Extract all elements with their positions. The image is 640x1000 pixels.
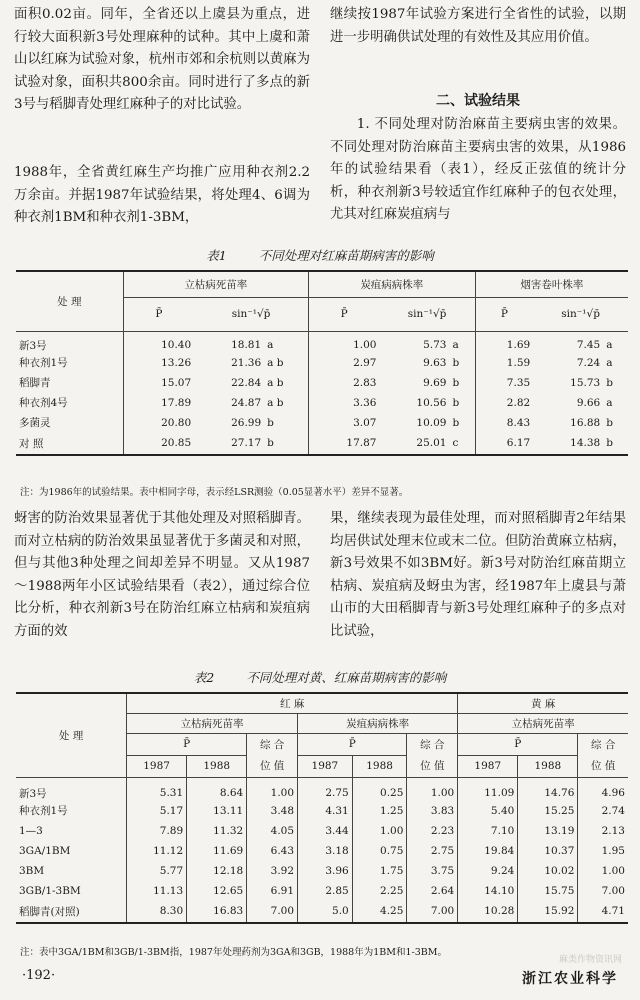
table1-treatment-header: 处 理 bbox=[16, 271, 123, 331]
table2-cell: 15.92 bbox=[518, 901, 578, 923]
table1-cell: 9.66 bbox=[576, 396, 601, 409]
table1-cell: 10.56 bbox=[416, 396, 447, 409]
table-row bbox=[16, 353, 628, 373]
table-row bbox=[16, 841, 628, 861]
table2-cell: 6.91 bbox=[247, 881, 298, 901]
table1-cell: 9.63 bbox=[423, 356, 447, 369]
table2-cell: 15.25 bbox=[518, 801, 578, 821]
table1-cell: 2.83 bbox=[308, 373, 379, 393]
table1-cell: 6.17 bbox=[475, 433, 533, 455]
paragraph-left-1: 面积0.02亩。同年，全省还以上虞县为重点，进行较大面积新3号处理麻种的试种。其中上虞和萧山以红麻为试验对象，杭州市郊和余杭则以黄麻为试验对象，面积共800余亩。同时进行了多点的新3号与稻脚青处理红麻种子的对比试验。 bbox=[14, 7, 310, 112]
table2-cell: 1—3 bbox=[19, 824, 43, 837]
table-row bbox=[16, 433, 628, 455]
table1-cell: 种衣剂4号 bbox=[19, 397, 68, 409]
table2-sub-header: 综 合 bbox=[578, 733, 628, 755]
table2-cell: 种衣剂1号 bbox=[19, 805, 68, 817]
table-row bbox=[16, 777, 628, 801]
table1-cell: 21.36 bbox=[231, 356, 262, 369]
table-row bbox=[16, 821, 628, 841]
table1 bbox=[16, 270, 628, 456]
table1-cell: 15.07 bbox=[123, 373, 194, 393]
table1-group-header: 炭疽病病株率 bbox=[308, 271, 475, 297]
table1-cell: a bbox=[606, 356, 613, 369]
table1-cell: a bbox=[452, 339, 459, 351]
table1-sub-header: P̄ bbox=[308, 297, 379, 331]
table1-cell: 多菌灵 bbox=[19, 417, 51, 429]
table2-cell: 11.12 bbox=[127, 841, 187, 861]
table1-cell: 对 照 bbox=[19, 437, 44, 450]
table-row bbox=[16, 331, 628, 353]
table2-cell: 1.00 bbox=[578, 861, 628, 881]
table2-cell: 15.75 bbox=[518, 881, 578, 901]
table2-sub-header: 综 合 bbox=[247, 733, 298, 755]
table2-cell: 12.65 bbox=[187, 881, 247, 901]
table1-cell: 10.09 bbox=[416, 416, 447, 429]
table2-sub-header: P̄ bbox=[298, 733, 407, 755]
table2-cell: 2.64 bbox=[407, 881, 458, 901]
table2-year-header: 1988 bbox=[352, 755, 407, 777]
table2-cell: 3.44 bbox=[298, 821, 353, 841]
table2-cell: 2.25 bbox=[352, 881, 407, 901]
table2-year-header: 1987 bbox=[298, 755, 353, 777]
table2-caption bbox=[0, 668, 640, 686]
table1-cell: a b bbox=[267, 396, 284, 409]
table1-cell: b bbox=[452, 396, 460, 409]
table1-cell: 27.17 bbox=[231, 437, 262, 449]
table2-cell: 7.00 bbox=[578, 881, 628, 901]
table2-cell: 5.40 bbox=[458, 801, 518, 821]
paragraph-right-2: 1. 不同处理对防治麻苗主要病虫害的效果。不同处理对防治麻苗主要病虫害的效果，从1986年的试验结果看（表1），经反正弦值的统计分析，种衣剂新3号较适宜作红麻种子的包衣处理，尤其对红麻炭疽病与 bbox=[330, 117, 626, 222]
table1-group-header: 立枯病死苗率 bbox=[123, 271, 308, 297]
table1-cell: c bbox=[452, 437, 459, 449]
table2-cell: 5.77 bbox=[127, 861, 187, 881]
table2-year-header: 1987 bbox=[458, 755, 518, 777]
table1-cell: 种衣剂1号 bbox=[19, 357, 68, 369]
table1-cell: 17.87 bbox=[308, 433, 379, 455]
table2-cell: 稻脚青(对照) bbox=[19, 905, 80, 918]
table1-cell: 22.84 bbox=[231, 376, 262, 389]
table2-title: 不同处理对黄、红麻苗期病害的影响 bbox=[246, 670, 447, 685]
table2-cell: 7.00 bbox=[407, 901, 458, 923]
table1-cell: 2.97 bbox=[308, 353, 379, 373]
paragraph-right-1: 继续按1987年试验方案进行全省性的试验，以期进一步明确供试处理的有效性及其应用价值。 bbox=[330, 7, 626, 45]
table2-cell: 3.48 bbox=[247, 801, 298, 821]
watermark: 麻类作物资讯网 bbox=[558, 955, 622, 965]
table2-cell: 1.75 bbox=[352, 861, 407, 881]
table1-cell: 1.59 bbox=[475, 353, 533, 373]
table1-cell: 17.89 bbox=[123, 393, 194, 413]
table2-treatment-header: 处 理 bbox=[16, 693, 127, 777]
table2-cell: 10.28 bbox=[458, 901, 518, 923]
table1-cell: 24.87 bbox=[231, 396, 262, 409]
table2-sub-header: 位 值 bbox=[247, 755, 298, 777]
table1-cell: 20.80 bbox=[123, 413, 194, 433]
table1-sub-header: sin⁻¹√p̄ bbox=[379, 297, 475, 331]
table2-group-header: 立枯病死苗率 bbox=[458, 713, 628, 733]
table2-year-header: 1988 bbox=[187, 755, 247, 777]
table1-cell: b bbox=[452, 376, 460, 389]
table1-sub-header: P̄ bbox=[475, 297, 533, 331]
table1-cell: 7.35 bbox=[475, 373, 533, 393]
table2-cell: 9.24 bbox=[458, 861, 518, 881]
table2-cell: 2.85 bbox=[298, 881, 353, 901]
table-row bbox=[16, 881, 628, 901]
table1-cell: 1.00 bbox=[308, 331, 379, 353]
table2-cell: 新3号 bbox=[19, 787, 47, 800]
table-row bbox=[16, 413, 628, 433]
table2-cell: 2.74 bbox=[578, 801, 628, 821]
table1-group-header: 烟害卷叶株率 bbox=[475, 271, 628, 297]
table2-cell: 4.05 bbox=[247, 821, 298, 841]
table2-year-header: 1988 bbox=[518, 755, 578, 777]
table1-sub-header: sin⁻¹√p̄ bbox=[194, 297, 308, 331]
table2-cell: 13.19 bbox=[518, 821, 578, 841]
table1-cell: 7.45 bbox=[576, 339, 601, 351]
table2-cell: 0.75 bbox=[352, 841, 407, 861]
table1-label: 表1 bbox=[206, 248, 227, 263]
table2-group-header: 立枯病死苗率 bbox=[127, 713, 298, 733]
table2-cell: 8.64 bbox=[187, 777, 247, 801]
table1-cell: b bbox=[452, 416, 460, 429]
table1-cell: 16.88 bbox=[570, 416, 601, 429]
section-heading: 二、试验结果 bbox=[436, 93, 520, 109]
table-row bbox=[16, 393, 628, 413]
table1-cell: 8.43 bbox=[475, 413, 533, 433]
table1-sub-header: sin⁻¹√p̄ bbox=[533, 297, 628, 331]
paragraph-left-2: 1988年，全省黄红麻生产均推广应用种衣剂2.2万余亩。并据1987年试验结果，将处理4、6调为种衣剂1BM和种衣剂1-3BM， bbox=[14, 165, 310, 225]
table-row bbox=[16, 861, 628, 881]
table2-cell: 4.71 bbox=[578, 901, 628, 923]
table-row bbox=[16, 373, 628, 393]
table2-cell: 4.96 bbox=[578, 777, 628, 801]
table2-cell: 1.25 bbox=[352, 801, 407, 821]
table1-caption bbox=[0, 246, 640, 264]
table1-cell: 9.69 bbox=[423, 376, 447, 389]
table2-cell: 3.96 bbox=[298, 861, 353, 881]
table1-cell: b bbox=[267, 416, 274, 429]
table2-cell: 0.25 bbox=[352, 777, 407, 801]
table2-cell: 5.0 bbox=[298, 901, 353, 923]
table1-cell: 3.36 bbox=[308, 393, 379, 413]
table2-group-header: 炭疽病病株率 bbox=[298, 713, 458, 733]
table1-cell: b bbox=[452, 356, 460, 369]
table2-sub-header: 综 合 bbox=[407, 733, 458, 755]
table1-cell: 10.40 bbox=[123, 331, 194, 353]
table1-cell: 1.69 bbox=[475, 331, 533, 353]
table2-cell: 13.11 bbox=[187, 801, 247, 821]
table2-cell: 7.89 bbox=[127, 821, 187, 841]
table2-cell: 2.13 bbox=[578, 821, 628, 841]
table2-label: 表2 bbox=[193, 670, 215, 685]
table2-sub-header: P̄ bbox=[127, 733, 247, 755]
table2-note: 注：表中3GA/1BM和3GB/1-3BM指，1987年处理药剂为3GA和3GB，1988年为1BM和1-3BM。 bbox=[20, 947, 447, 958]
table2-cell: 3.83 bbox=[407, 801, 458, 821]
table2-cell: 4.31 bbox=[298, 801, 353, 821]
table2-cell: 19.84 bbox=[458, 841, 518, 861]
paragraph-left-3: 蚜害的防治效果显著优于其他处理及对照稻脚青。而对立枯病的防治效果虽显著优于多菌灵和对照，但与其他3种处理之间却差异不明显。又从1987～1988两年小区试验结果看（表2），通过综合位比分析，种衣剂新3号在防治红麻立枯病和炭疽病方面的效 bbox=[14, 511, 310, 639]
table2-cell: 2.75 bbox=[298, 777, 353, 801]
table2-year-header: 1987 bbox=[127, 755, 187, 777]
table2-cell: 1.95 bbox=[578, 841, 628, 861]
table2-cell: 12.18 bbox=[187, 861, 247, 881]
table2-cell: 3BM bbox=[19, 864, 45, 877]
table2-cell: 11.69 bbox=[187, 841, 247, 861]
table1-cell: 18.81 bbox=[231, 339, 262, 351]
table2-cell: 1.00 bbox=[352, 821, 407, 841]
table2-cell: 3GB/1-3BM bbox=[19, 884, 81, 897]
table1-cell: a b bbox=[267, 356, 284, 369]
table1-title: 不同处理对红麻苗期病害的影响 bbox=[258, 248, 434, 263]
table1-cell: 25.01 bbox=[416, 437, 447, 449]
table1-cell: b bbox=[606, 437, 613, 449]
table2-cell: 8.30 bbox=[127, 901, 187, 923]
table1-cell: b bbox=[606, 416, 613, 429]
table1-cell: 13.26 bbox=[123, 353, 194, 373]
table1-cell: 新3号 bbox=[19, 339, 47, 352]
table-row bbox=[16, 901, 628, 923]
paragraph-right-3: 果，继续表现为最佳处理，而对照稻脚青2年结果均居供试处理末位或末二位。但防治黄麻立枯病，新3号效果不如3BM好。新3号对防治红麻苗期立枯病、炭疽病及蚜虫为害，经1987年上虞县与萧山市的大田稻脚青与新3号处理红麻种子的多点对比试验， bbox=[330, 511, 626, 639]
table1-cell: 7.24 bbox=[576, 356, 601, 369]
table2-cell: 7.10 bbox=[458, 821, 518, 841]
table1-cell: b bbox=[267, 437, 274, 449]
table2-cell: 3.75 bbox=[407, 861, 458, 881]
table1-cell: 2.82 bbox=[475, 393, 533, 413]
table2-cell: 11.13 bbox=[127, 881, 187, 901]
table2-cell: 2.23 bbox=[407, 821, 458, 841]
table1-cell: 26.99 bbox=[231, 416, 262, 429]
table2-cell: 10.02 bbox=[518, 861, 578, 881]
table1-sub-header: P̄ bbox=[123, 297, 194, 331]
table1-cell: 5.73 bbox=[423, 339, 447, 351]
journal-name: 浙江农业科学 bbox=[522, 971, 618, 987]
table1-cell: 15.73 bbox=[570, 376, 601, 389]
table1-cell: 3.07 bbox=[308, 413, 379, 433]
table1-cell: b bbox=[606, 376, 613, 389]
table1-cell: a b bbox=[267, 376, 284, 389]
table1-cell: a bbox=[606, 339, 613, 351]
table2-cell: 4.25 bbox=[352, 901, 407, 923]
table2-cell: 10.37 bbox=[518, 841, 578, 861]
table2-cell: 1.00 bbox=[247, 777, 298, 801]
table2-cell: 14.10 bbox=[458, 881, 518, 901]
table2-sub-header: 位 值 bbox=[578, 755, 628, 777]
page-number: ·192· bbox=[22, 968, 56, 983]
table2-cell: 5.17 bbox=[127, 801, 187, 821]
table1-cell: 20.85 bbox=[123, 433, 194, 455]
table2-cell: 3GA/1BM bbox=[19, 844, 71, 857]
table-row bbox=[16, 801, 628, 821]
table2-cell: 11.09 bbox=[458, 777, 518, 801]
table2-cell: 3.92 bbox=[247, 861, 298, 881]
table2-cell: 11.32 bbox=[187, 821, 247, 841]
table1-cell: 14.38 bbox=[570, 437, 601, 449]
table2 bbox=[16, 692, 628, 924]
table1-note: 注：为1986年的试验结果。表中相同字母，表示经LSR测验（0.05显著水平）差异不显著。 bbox=[20, 487, 409, 498]
table2-sub-header: 位 值 bbox=[407, 755, 458, 777]
table1-cell: a bbox=[267, 339, 274, 351]
table2-cell: 5.31 bbox=[127, 777, 187, 801]
table2-cell: 3.18 bbox=[298, 841, 353, 861]
table2-cell: 14.76 bbox=[518, 777, 578, 801]
table2-cell: 6.43 bbox=[247, 841, 298, 861]
table2-cell: 16.83 bbox=[187, 901, 247, 923]
table2-crop-red: 红 麻 bbox=[127, 693, 458, 713]
table2-sub-header: P̄ bbox=[458, 733, 578, 755]
table1-cell: 稻脚青 bbox=[19, 377, 51, 389]
table1-cell: a bbox=[606, 396, 613, 409]
table2-crop-yellow: 黄 麻 bbox=[458, 693, 628, 713]
table2-cell: 2.75 bbox=[407, 841, 458, 861]
table2-cell: 1.00 bbox=[407, 777, 458, 801]
table2-cell: 7.00 bbox=[247, 901, 298, 923]
